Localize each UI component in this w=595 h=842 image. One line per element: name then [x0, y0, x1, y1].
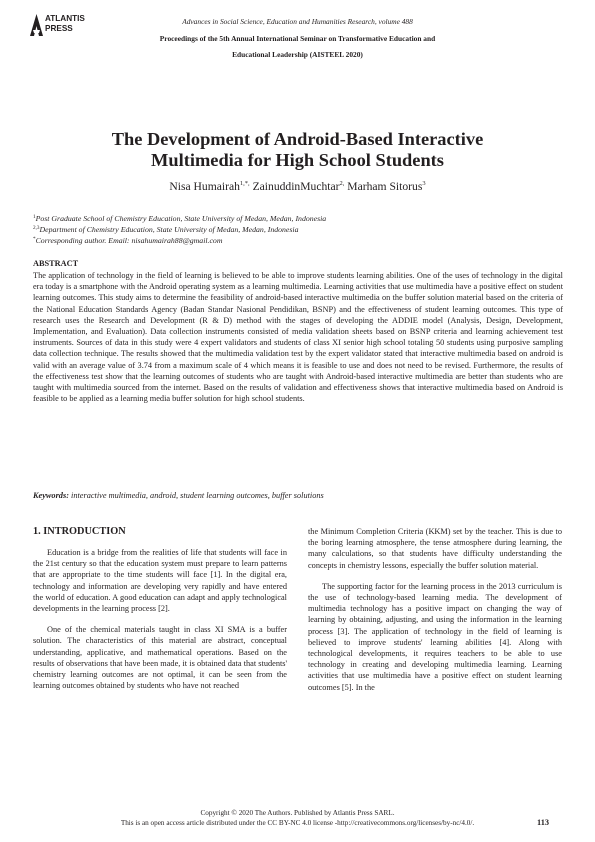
- right-column: [308, 526, 562, 693]
- paragraph: One of the chemical materials taught in class XI SMA is a buffer solution. The characteristics of this material are abstract, conceptual understanding, applicative, and mathematical operations. Based on the results of observations that have been made, it is obtained data that students' chemistry learning outcomes are not optimal, it can be seen from the learning outcomes obtained by students who have not reached: [33, 625, 287, 691]
- paragraph: the Minimum Completion Criteria (KKM) set by the teacher. This is due to the boring learning atmosphere, the tense atmosphere during learning, the many calculations, so that students have difficulty understanding the concepts in chemistry lessons, especially the buffer solution material.: [308, 527, 562, 570]
- author-name: Nisa Humairah: [169, 180, 240, 193]
- title-line-1: The Development of Android-Based Interactive: [111, 129, 484, 149]
- abstract-heading: ABSTRACT: [33, 259, 79, 268]
- author-name: ZainuddinMuchtar: [252, 180, 340, 193]
- abstract-text: The application of technology in the field of learning is believed to be able to improve students learning abilities. One of the uses of technology in the digital era today is a smartphone with the Android operating system as a learning multimedia. Learning activities that use multimedia have a positive effect on student learning outcomes. This study aims to determine the feasibility of android-based interactive multimedia on the buffer solution material based on the criteria of the National Education Standards Agency (Badan Standar Nasional Pendidikan, BSNP) and the effectiveness of student learning outcomes. This type of research uses the Research and Development (R & D) method with the stages of developing the ADDIE model (Analysis, Design, Development, Implementation, and Evaluation). Data collection instruments consisted of media validation sheets based on BSNP criteria and learning achievement test instruments. Sources of data in this study were 4 expert validators and students of class XI senior high school totaling 50 students using purposive sampling data collection technique. The results showed that the multimedia validation test by the expert validator stated that interactive multimedia based on android is valid with an average value of 3.74 from a maximum scale of 4 which means it is feasible to use and does not need to be revised. Furthermore, the results of the effectiveness test show that the learning outcomes of students who are taught with Android-based interactive multimedia are better than students who are taught with multimedia sourced from the internet. Based on the results of validation and effectiveness shows that interactive multimedia based on Android is feasible to be applied as a learning media buffer solution for high school students.: [33, 271, 563, 404]
- affiliation-text: Corresponding author. Email: nisahumairah88@gmail.com: [35, 236, 223, 245]
- proceedings-line-2: Educational Leadership (AISTEEL 2020): [232, 50, 363, 59]
- running-header: Advances in Social Science, Education and Humanities Research, volume 488: [182, 17, 413, 26]
- affiliation-sup: *: [33, 236, 36, 242]
- keywords-text: interactive multimedia, android, student learning outcomes, buffer solutions: [71, 491, 324, 500]
- section-heading: 1. INTRODUCTION: [33, 526, 126, 537]
- author-sup: 3: [422, 180, 426, 187]
- footer-line-1: Copyright © 2020 The Authors. Published by Atlantis Press SARL.: [200, 809, 395, 817]
- proceedings-line-1: Proceedings of the 5th Annual International Seminar on Transformative Education and: [159, 34, 436, 43]
- corresponding-author: [33, 234, 563, 246]
- atlantis-mark-icon: [30, 14, 43, 36]
- page-number: 113: [537, 818, 549, 827]
- copyright-footer: [0, 808, 595, 828]
- affiliation-sup: 2,3: [33, 225, 40, 231]
- logo-line-2: PRESS: [45, 24, 73, 33]
- keywords-label: Keywords:: [33, 491, 69, 500]
- left-column: [33, 547, 287, 691]
- keywords: [33, 491, 563, 500]
- paragraph: Education is a bridge from the realities of life that students will face in the 21st century so that the education system must prepare to learn patterns that are appropriate to the time students will face [1]. In the digital era, technology and information are developing very rapidly and have entered the world of education. A good education can adapt and apply technological developments in the learning process [2].: [33, 548, 287, 614]
- logo-text: [45, 14, 85, 34]
- author-name: Marham Sitorus: [347, 180, 423, 193]
- author-sup: 2,: [339, 180, 345, 187]
- author-list: [60, 180, 535, 193]
- affiliation-text: Post Graduate School of Chemistry Education, State University of Medan, Medan, Indonesia: [35, 214, 327, 223]
- paper-title: [60, 129, 535, 171]
- affiliation-text: Department of Chemistry Education, State University of Medan, Medan, Indonesia: [39, 225, 299, 234]
- footer-line-2: This is an open access article distributed under the CC BY-NC 4.0 license -http://creativecommons.org/licenses/by-nc/4.0/.: [120, 819, 475, 827]
- title-line-2: Multimedia for High School Students: [151, 150, 444, 170]
- affiliation-sup: 1: [33, 214, 36, 220]
- logo-line-1: ATLANTIS: [45, 14, 85, 23]
- author-sup: 1,*,: [239, 180, 250, 187]
- paragraph: The supporting factor for the learning process in the 2013 curriculum is the use of technology-based learning media. The development of multimedia technology has a positive impact on changing the way of learning by obtaining, adjusting, and using the information in the learning process [3]. The application of technology in the field of learning is believed to improve students' learning abilities [4]. Along with technological developments, it requires teachers to be able to use technology in creating and developing multimedia learning. Learning activities that use multimedia have a positive effect on student learning outcomes [5]. In the: [308, 581, 562, 692]
